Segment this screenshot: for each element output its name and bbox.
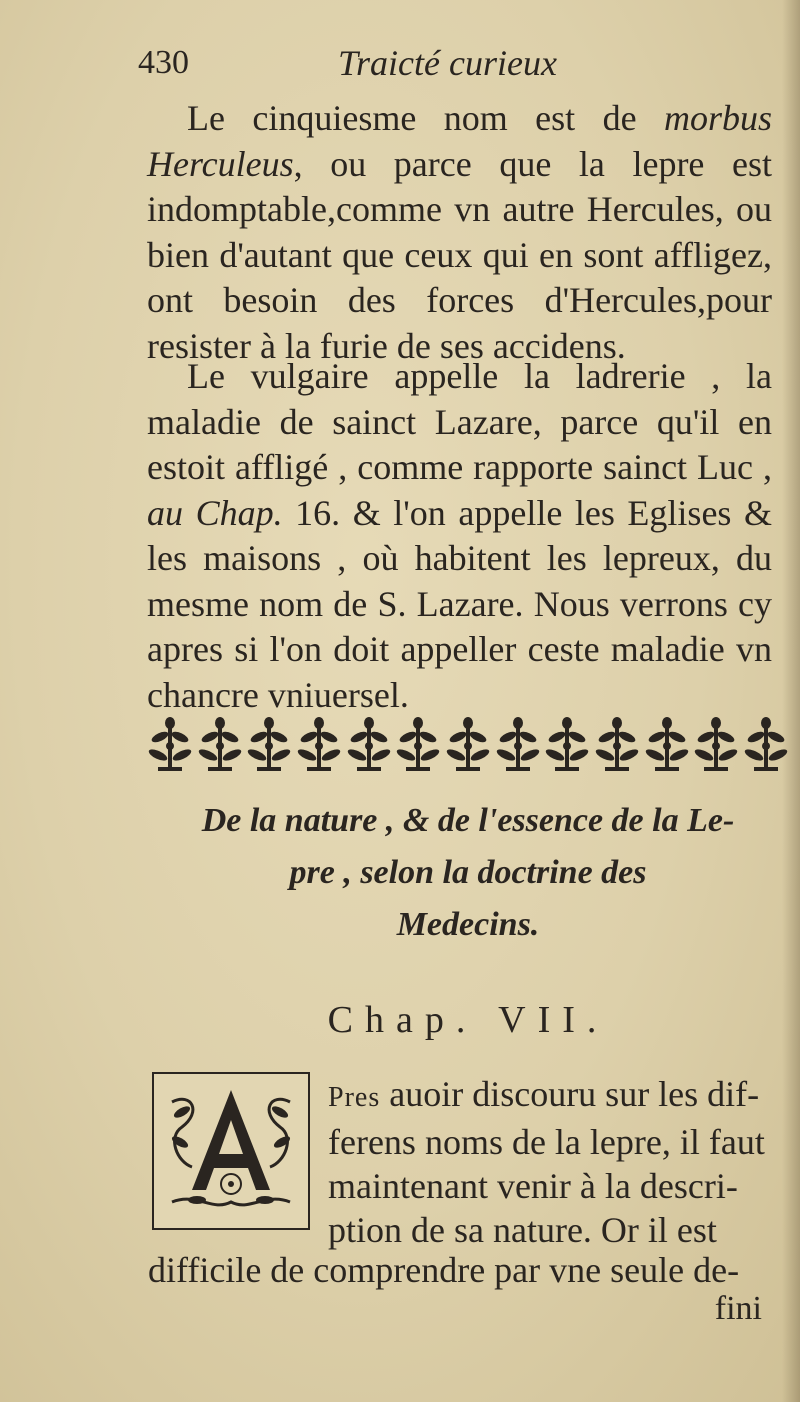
running-title: Traicté curieux — [338, 43, 557, 83]
chapter-opening-text — [328, 1072, 768, 1252]
fleuron-ornament-icon — [595, 715, 639, 775]
catchword: fini — [714, 1290, 762, 1327]
paragraph-2-text-c: 16. & l'on appelle les Eglises & les maisons , où habitent les lepreux, du mesme nom de S. Lazare. Nous verrons cy apres si l'on doit appeller ceste maladie vn chancre vniuersel. — [147, 492, 772, 715]
fleuron-ornament-icon — [198, 715, 242, 775]
fleuron-ornament-icon — [247, 715, 291, 775]
chapter-line-5: difficile de comprendre par vne seule de- — [148, 1250, 740, 1290]
section-title-line-1: De la nature , & de l'essence de la Le- — [201, 802, 735, 839]
fleuron-ornament-icon — [297, 715, 341, 775]
section-title — [148, 795, 788, 951]
paragraph-1-text-a: Le cinquiesme nom est de — [187, 98, 664, 138]
fleuron-ornament-icon — [446, 715, 490, 775]
chapter-heading: Chap. VII. — [327, 999, 609, 1041]
paragraph-2-text-a: Le vulgaire appelle la ladrerie , la maladie de sainct Lazare, parce qu'il en estoit affligé , comme rapporte sainct Luc , — [147, 356, 772, 487]
fleuron-ornament-icon — [694, 715, 738, 775]
paragraph-2-italic-ref: au Chap. — [147, 492, 283, 533]
fleuron-ornament-icon — [496, 715, 540, 775]
decorated-initial-a-icon — [152, 1072, 310, 1230]
fleuron-ornament-icon — [347, 715, 391, 775]
chapter-line-4: ption de sa nature. Or il est — [328, 1210, 717, 1250]
paragraph-1-italic-term: morbus Herculeus — [147, 98, 772, 184]
page-header — [138, 38, 738, 88]
fleuron-ornament-icon — [744, 715, 788, 775]
fleuron-ornament-icon — [645, 715, 689, 775]
paragraph-2 — [147, 354, 772, 718]
chapter-line-2: ferens noms de la lepre, il faut — [328, 1122, 765, 1162]
fleuron-ornament-icon — [545, 715, 589, 775]
fleuron-ornament-icon — [396, 715, 440, 775]
page-number: 430 — [138, 44, 189, 81]
chapter-line-3: maintenant venir à la descri- — [328, 1166, 738, 1206]
paragraph-1 — [147, 96, 772, 369]
page-edge-shadow — [782, 0, 800, 1402]
section-title-line-2: pre , selon la doctrine des — [289, 854, 647, 891]
chapter-continued-text — [148, 1248, 768, 1292]
section-title-line-3: Medecins. — [396, 906, 540, 943]
paragraph-1-text-c: , ou parce que la lepre est indomptable,comme vn autre Hercules, ou bien d'autant que ceux qui en sont affligez, ont besoin des forces d'Hercules,pour resister à la furie de ses accidens. — [147, 143, 772, 366]
chapter-smallcaps-word: Pres — [328, 1082, 381, 1113]
fleuron-ornament-icon — [148, 715, 192, 775]
fleuron-ornament-row — [148, 712, 788, 778]
chapter-line-1-rest: auoir discouru sur les dif- — [380, 1074, 760, 1114]
